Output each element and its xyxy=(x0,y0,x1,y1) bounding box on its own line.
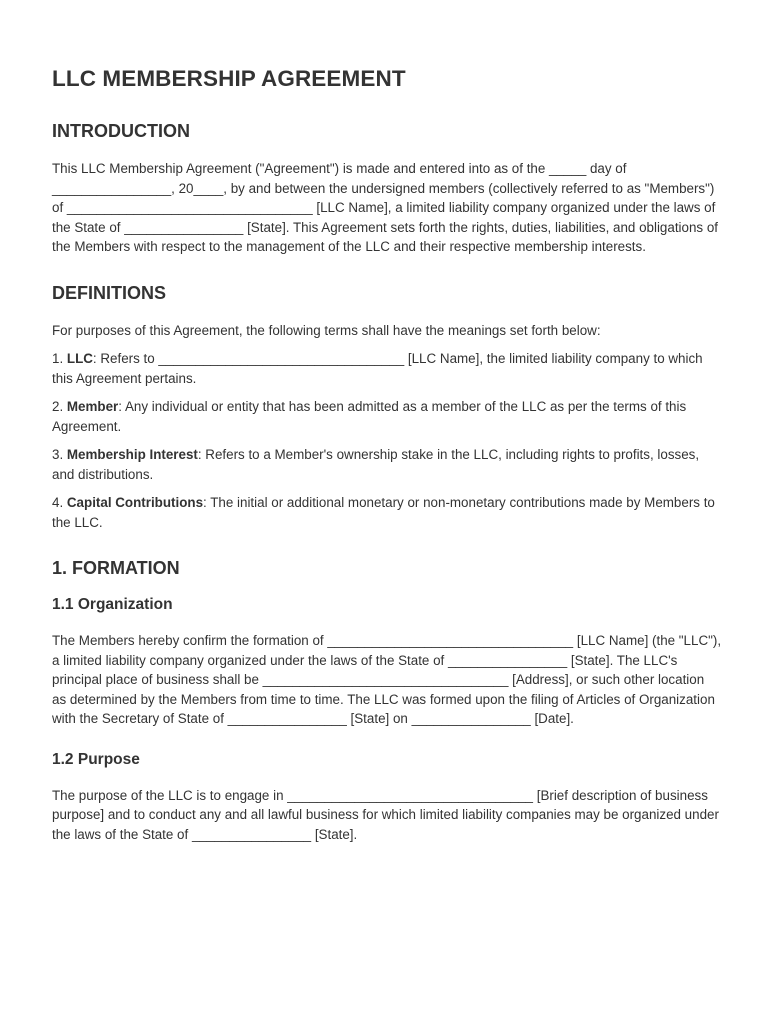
definition-term: Member xyxy=(66,399,119,414)
definition-number: 4. xyxy=(52,495,67,510)
definitions-heading: DEFINITIONS xyxy=(52,282,167,303)
definition-item xyxy=(52,493,722,532)
definition-term: Membership Interest xyxy=(66,447,198,462)
purpose-paragraph: The purpose of the LLC is to engage in _________________________________ [Brief description of business purpose] and to conduct any and all lawful business for which limited liability companies may be organized under the laws of the State of ________________ [State]. xyxy=(52,787,719,842)
formation-heading: 1. FORMATION xyxy=(52,558,180,578)
organization-paragraph: The Members hereby confirm the formation of _________________________________ [LLC Name] (the "LLC"), a limited liability company organized under the laws of the State of ________________ [State]. The LLC's principal place of business shall be _________________________________ [Address], or such other location as determined by the Members from time to time. The LLC was formed upon the filing of Articles of Organization with the Secretary of State of ________________ [State] on ________________ [Date]. xyxy=(52,633,722,726)
definition-item xyxy=(52,397,722,436)
definition-item xyxy=(52,349,722,388)
document-title: LLC MEMBERSHIP AGREEMENT xyxy=(52,66,406,91)
definition-term: Capital Contributions xyxy=(66,495,204,510)
definition-text: : Any individual or entity that has been admitted as a member of the LLC as per the terms of this Agreement. xyxy=(52,399,687,434)
definition-number: 2. xyxy=(52,399,67,414)
definition-item xyxy=(52,445,722,484)
definition-term: LLC xyxy=(66,351,93,366)
definition-text: : Refers to a Member's ownership stake in the LLC, including rights to profits, losses, and distributions. xyxy=(52,447,700,482)
definition-number: 1. xyxy=(52,351,67,366)
definition-text: : The initial or additional monetary or non-monetary contributions made by Members to the LLC. xyxy=(52,495,715,530)
introduction-heading: INTRODUCTION xyxy=(52,121,190,141)
organization-heading: 1.1 Organization xyxy=(52,596,173,613)
definition-text: : Refers to _________________________________ [LLC Name], the limited liability company to which this Agreement pertains. xyxy=(52,351,703,386)
definitions-intro: For purposes of this Agreement, the following terms shall have the meanings set forth below: xyxy=(52,322,601,338)
definition-number: 3. xyxy=(52,447,67,462)
document-page xyxy=(52,66,722,853)
purpose-heading: 1.2 Purpose xyxy=(52,750,140,768)
introduction-paragraph: This LLC Membership Agreement ("Agreement") is made and entered into as of the _____ day of ________________, 20____, by and between the undersigned members (collectively referred to as "Members") of _________________________________ [LLC Name], a limited liability company organized under the laws of the State of ________________ [State]. This Agreement sets forth the rights, duties, liabilities, and obligations of the Members with respect to the management of the LLC and their respective membership interests. xyxy=(52,161,719,254)
